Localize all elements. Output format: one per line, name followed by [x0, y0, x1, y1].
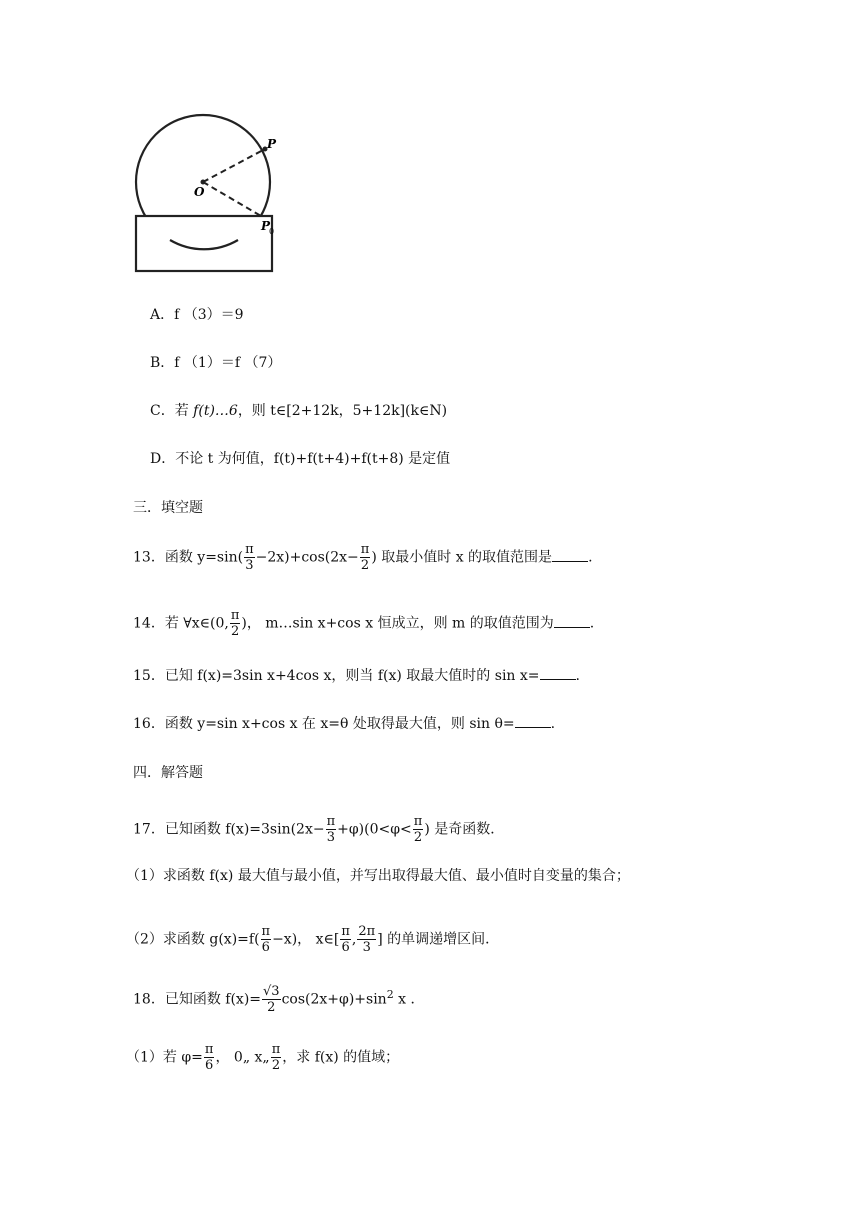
option-b: B．f （1）＝f （7） [150, 355, 282, 371]
label-p: P [267, 137, 277, 151]
question-18: 18．已知函数 f(x)= $\frac{√3}{2}$ $\cos(2x+\varphi)+\sin^2$ x ． [133, 984, 425, 1015]
option-d: D．不论 t 为何值，f(t)+f(t+4)+f(t+8) 是定值 [150, 451, 451, 467]
answer-blank [552, 549, 588, 562]
section-title-solutions: 四．解答题 [133, 765, 203, 781]
question-17-part-1: （1）求函数 f(x) 最大值与最小值，并写出取得最大值、最小值时自变量的集合； [126, 868, 630, 884]
question-13: 13．函数 y=sin( $\frac{\pi}{3}$ −2x)+cos(2x− $\frac{\pi}{2}$ ) 取最小值时 x 的取值范围是 . [133, 542, 593, 573]
dashed-op0 [203, 182, 261, 216]
question-17: 17．已知函数 f(x)=3sin(2x− $\frac{\pi}{3}$ +φ)(0<φ< $\frac{\pi}{2}$ ) 是奇函数． [133, 814, 505, 845]
label-p0: P [261, 219, 271, 233]
question-14: 14．若 ∀x∈(0, $\frac{\pi}{2}$ )， m…sin x+cos x 恒成立，则 m 的取值范围为 . [133, 608, 595, 639]
question-17-part-2: （2）求函数 g(x)=f( $\frac{\pi}{6}$ −x)， x∈[ $\frac{\pi}{6}$ , $\frac{2\pi}{3}$ ] 的单调递增区间． [126, 924, 500, 955]
answer-blank [540, 667, 576, 680]
section-title-fill-in: 三．填空题 [133, 500, 203, 516]
ferris-wheel-figure [130, 110, 280, 280]
option-a: A．f （3）＝9 [150, 307, 244, 323]
label-o: O [194, 185, 205, 199]
dashed-op [203, 149, 265, 182]
question-16: 16．函数 y=sin x+cos x 在 x=θ 处取得最大值，则 sin θ= . [133, 716, 556, 732]
question-18-part-1: （1）若 φ= $\frac{\pi}{6}$ ， 0„ x„ $\frac{\pi}{2}$ ，求 f(x) 的值域； [126, 1042, 400, 1073]
option-c: C．若 f(t)…6，则 t∈[2+12k，5+12k](k∈N) [150, 403, 448, 419]
answer-blank [554, 615, 590, 628]
question-15: 15．已知 f(x)=3sin x+4cos x，则当 f(x) 取最大值时的 sin x= . [133, 668, 580, 684]
ground-box [136, 216, 275, 271]
answer-blank [515, 715, 551, 728]
label-p0-sub: 0 [269, 227, 275, 236]
